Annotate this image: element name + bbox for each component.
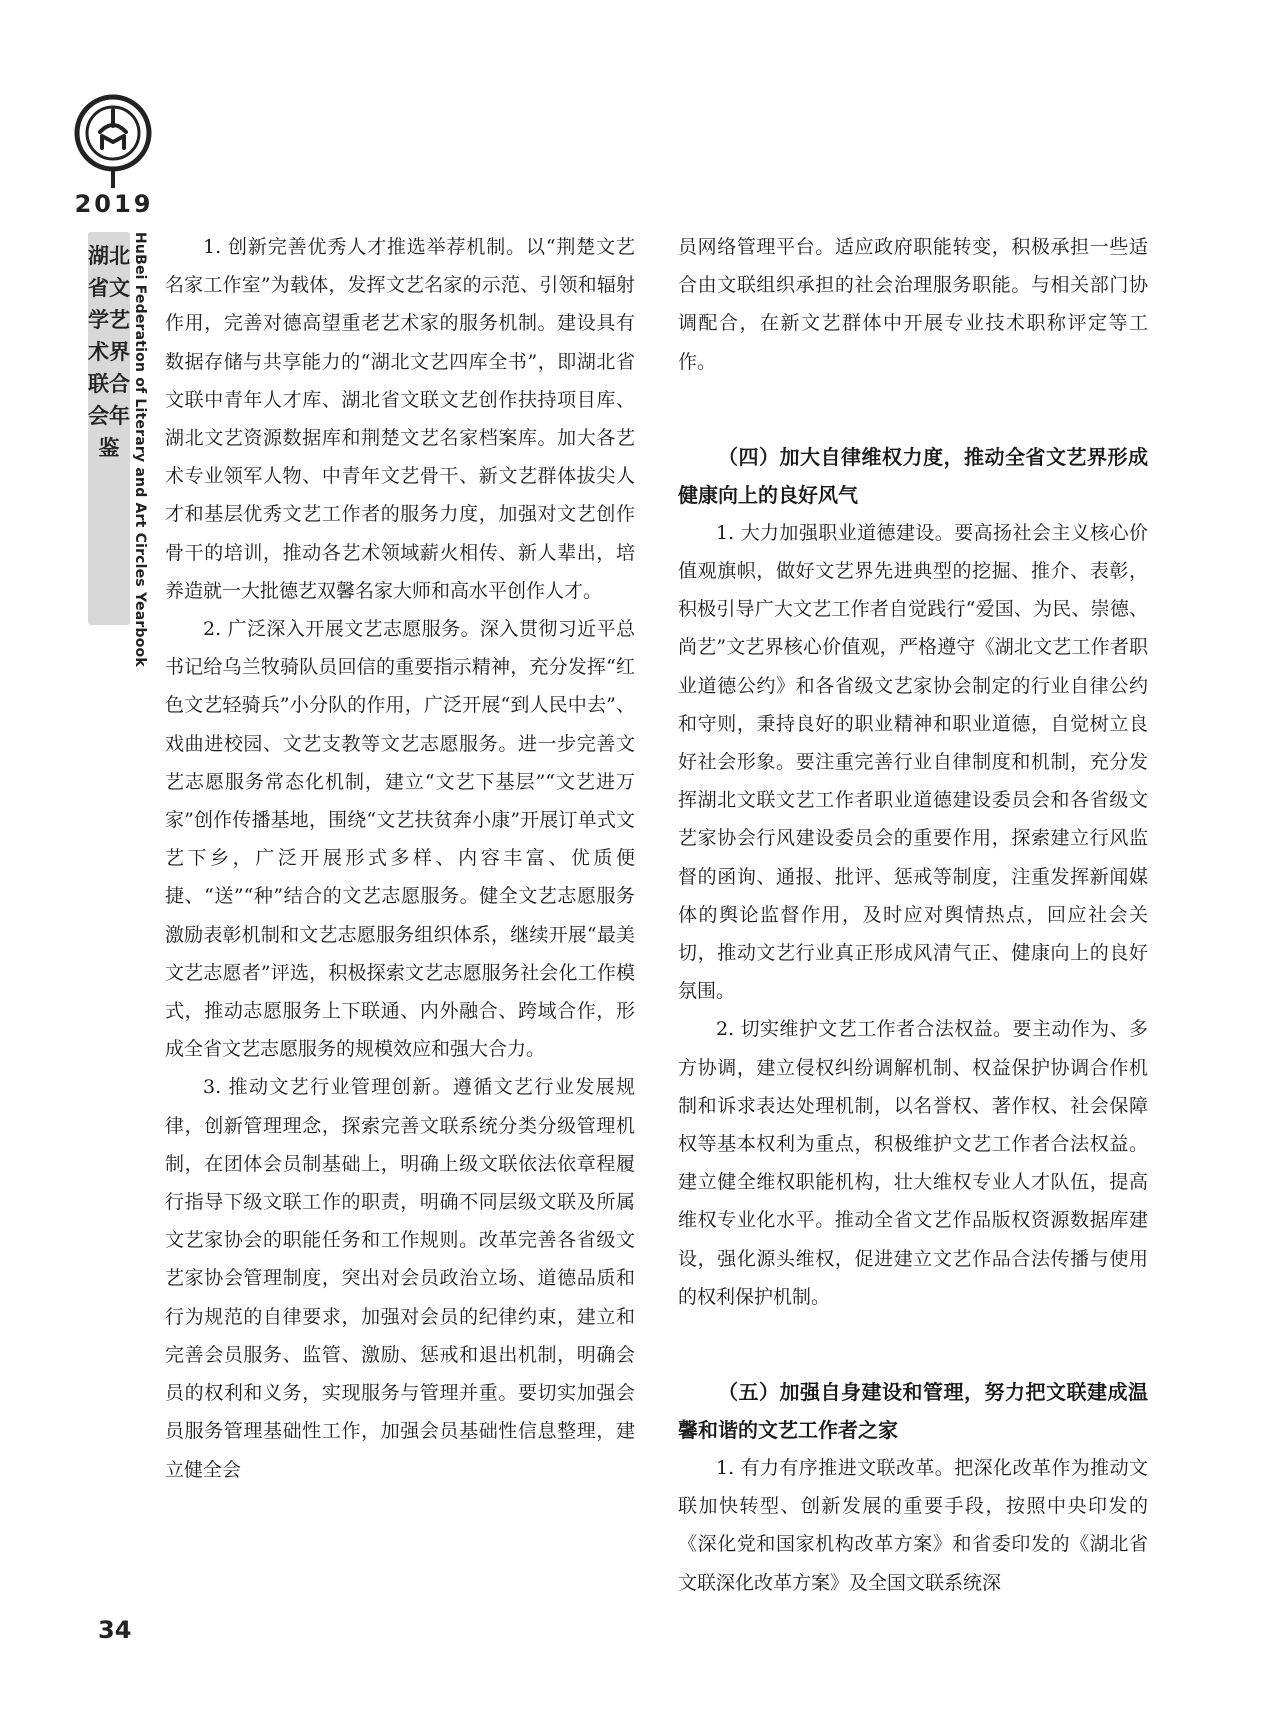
paragraph-federation-reform: 1. 有力有序推进文联改革。把深化改革作为推动文联加快转型、创新发展的重要手段，按照中央印发的《深化党和国家机构改革方案》和省委印发的《湖北省文联深化改革方案》及全国文联系统深 — [678, 1457, 1148, 1594]
section-heading-5: （五）加强自身建设和管理，努力把文联建成温馨和谐的文艺工作者之家 — [678, 1380, 1148, 1443]
paragraph-continuation: 员网络管理平台。适应政府职能转变，积极承担一些适合由文联组织承担的社会治理服务职能。与相关部门协调配合，在新文艺群体中开展专业技术职称评定等工作。 — [678, 236, 1148, 373]
yearbook-emblem-icon — [72, 92, 154, 194]
paragraph-rights-protection: 2. 切实维护文艺工作者合法权益。要主动作为、多方协调，建立侵权纠纷调解机制、权益保护协调合作机制和诉求表达处理机制，以名誉权、著作权、社会保障权等基本权利为重点，积极维护文艺工作者合法权益。建立健全维权职能机构，壮大维权专业人才队伍，提高维权专业化水平。推动全省文艺作品版权资源数据库建设，强化源头维权，促进建立文艺作品合法传播与使用的权利保护机制。 — [678, 1018, 1148, 1308]
side-title-en: HuBei Federation of Literary and Art Circles Yearbook — [132, 232, 148, 667]
paragraph-industry-management: 3. 推动文艺行业管理创新。遵循文艺行业发展规律，创新管理理念，探索完善文联系统分类分级管理机制，在团体会员制基础上，明确上级文联依法依章程履行指导下级文联工作的职责，明确不同层级文联及所属文艺家协会的职能任务和工作规则。改革完善各省级文艺家协会管理制度，突出对会员政治立场、道德品质和行为规范的自律要求，加强对会员的纪律约束，建立和完善会员服务、监管、激励、惩戒和退出机制，明确会员的权利和义务，实现服务与管理并重。要切实加强会员服务管理基础性工作，加强会员基础性信息整理，建立健全会 — [165, 1076, 635, 1481]
side-title-zh: 湖北省文学艺术界联合会年鉴 — [88, 244, 130, 460]
paragraph-talent-selection: 1. 创新完善优秀人才推选举荐机制。以“荆楚文艺名家工作室”为载体，发挥文艺名家的示范、引领和辐射作用，完善对德高望重老艺术家的服务机制。建设具有数据存储与共享能力的“湖北文艺四库全书”，即湖北省文联中青年人才库、湖北省文联文艺创作扶持项目库、湖北文艺资源数据库和荆楚文艺名家档案库。加大各艺术专业领军人物、中青年文艺骨干、新文艺群体拔尖人才和基层优秀文艺工作者的服务力度，加强对文艺创作骨干的培训，推动各艺术领域薪火相传、新人辈出，培养造就一大批德艺双馨名家大师和高水平创作人才。 — [165, 236, 635, 602]
paragraph-volunteer-service: 2. 广泛深入开展文艺志愿服务。深入贯彻习近平总书记给乌兰牧骑队员回信的重要指示精神，充分发挥“红色文艺轻骑兵”小分队的作用，广泛开展“到人民中去”、戏曲进校园、文艺支教等文艺志愿服务。进一步完善文艺志愿服务常态化机制，建立“文艺下基层”“文艺进万家”创作传播基地，围绕“文艺扶贫奔小康”开展订单式文艺下乡，广泛开展形式多样、内容丰富、优质便捷、“送”“种”结合的文艺志愿服务。健全文艺志愿服务激励表彰机制和文艺志愿服务组织体系，继续开展“最美文艺志愿者”评选，积极探索文艺志愿服务社会化工作模式，推动志愿服务上下联通、内外融合、跨域合作，形成全省文艺志愿服务的规模效应和强大合力。 — [165, 618, 635, 1061]
left-column — [165, 228, 635, 1489]
paragraph-ethics-building: 1. 大力加强职业道德建设。要高扬社会主义核心价值观旗帜，做好文艺界先进典型的挖掘、推介、表彰，积极引导广大文艺工作者自觉践行“爱国、为民、崇德、尚艺”文艺界核心价值观，严格遵守《湖北文艺工作者职业道德公约》和各省级文艺家协会制定的行业自律公约和守则，秉持良好的职业精神和职业道德，自觉树立良好社会形象。要注重完善行业自律制度和机制，充分发挥湖北文联文艺工作者职业道德建设委员会和各省级文艺家协会行风建设委员会的重要作用，探索建立行风监督的函询、通报、批评、惩戒等制度，注重发挥新闻媒体的舆论监督作用，及时应对舆情热点，回应社会关切，推动文艺行业真正形成风清气正、健康向上的良好氛围。 — [678, 521, 1148, 1003]
yearbook-year: 2019 — [74, 190, 154, 218]
right-column — [678, 228, 1148, 1602]
page-number: 34 — [98, 1616, 132, 1644]
section-heading-4: （四）加大自律维权力度，推动全省文艺界形成健康向上的良好风气 — [678, 444, 1148, 507]
side-title-band — [88, 232, 130, 625]
